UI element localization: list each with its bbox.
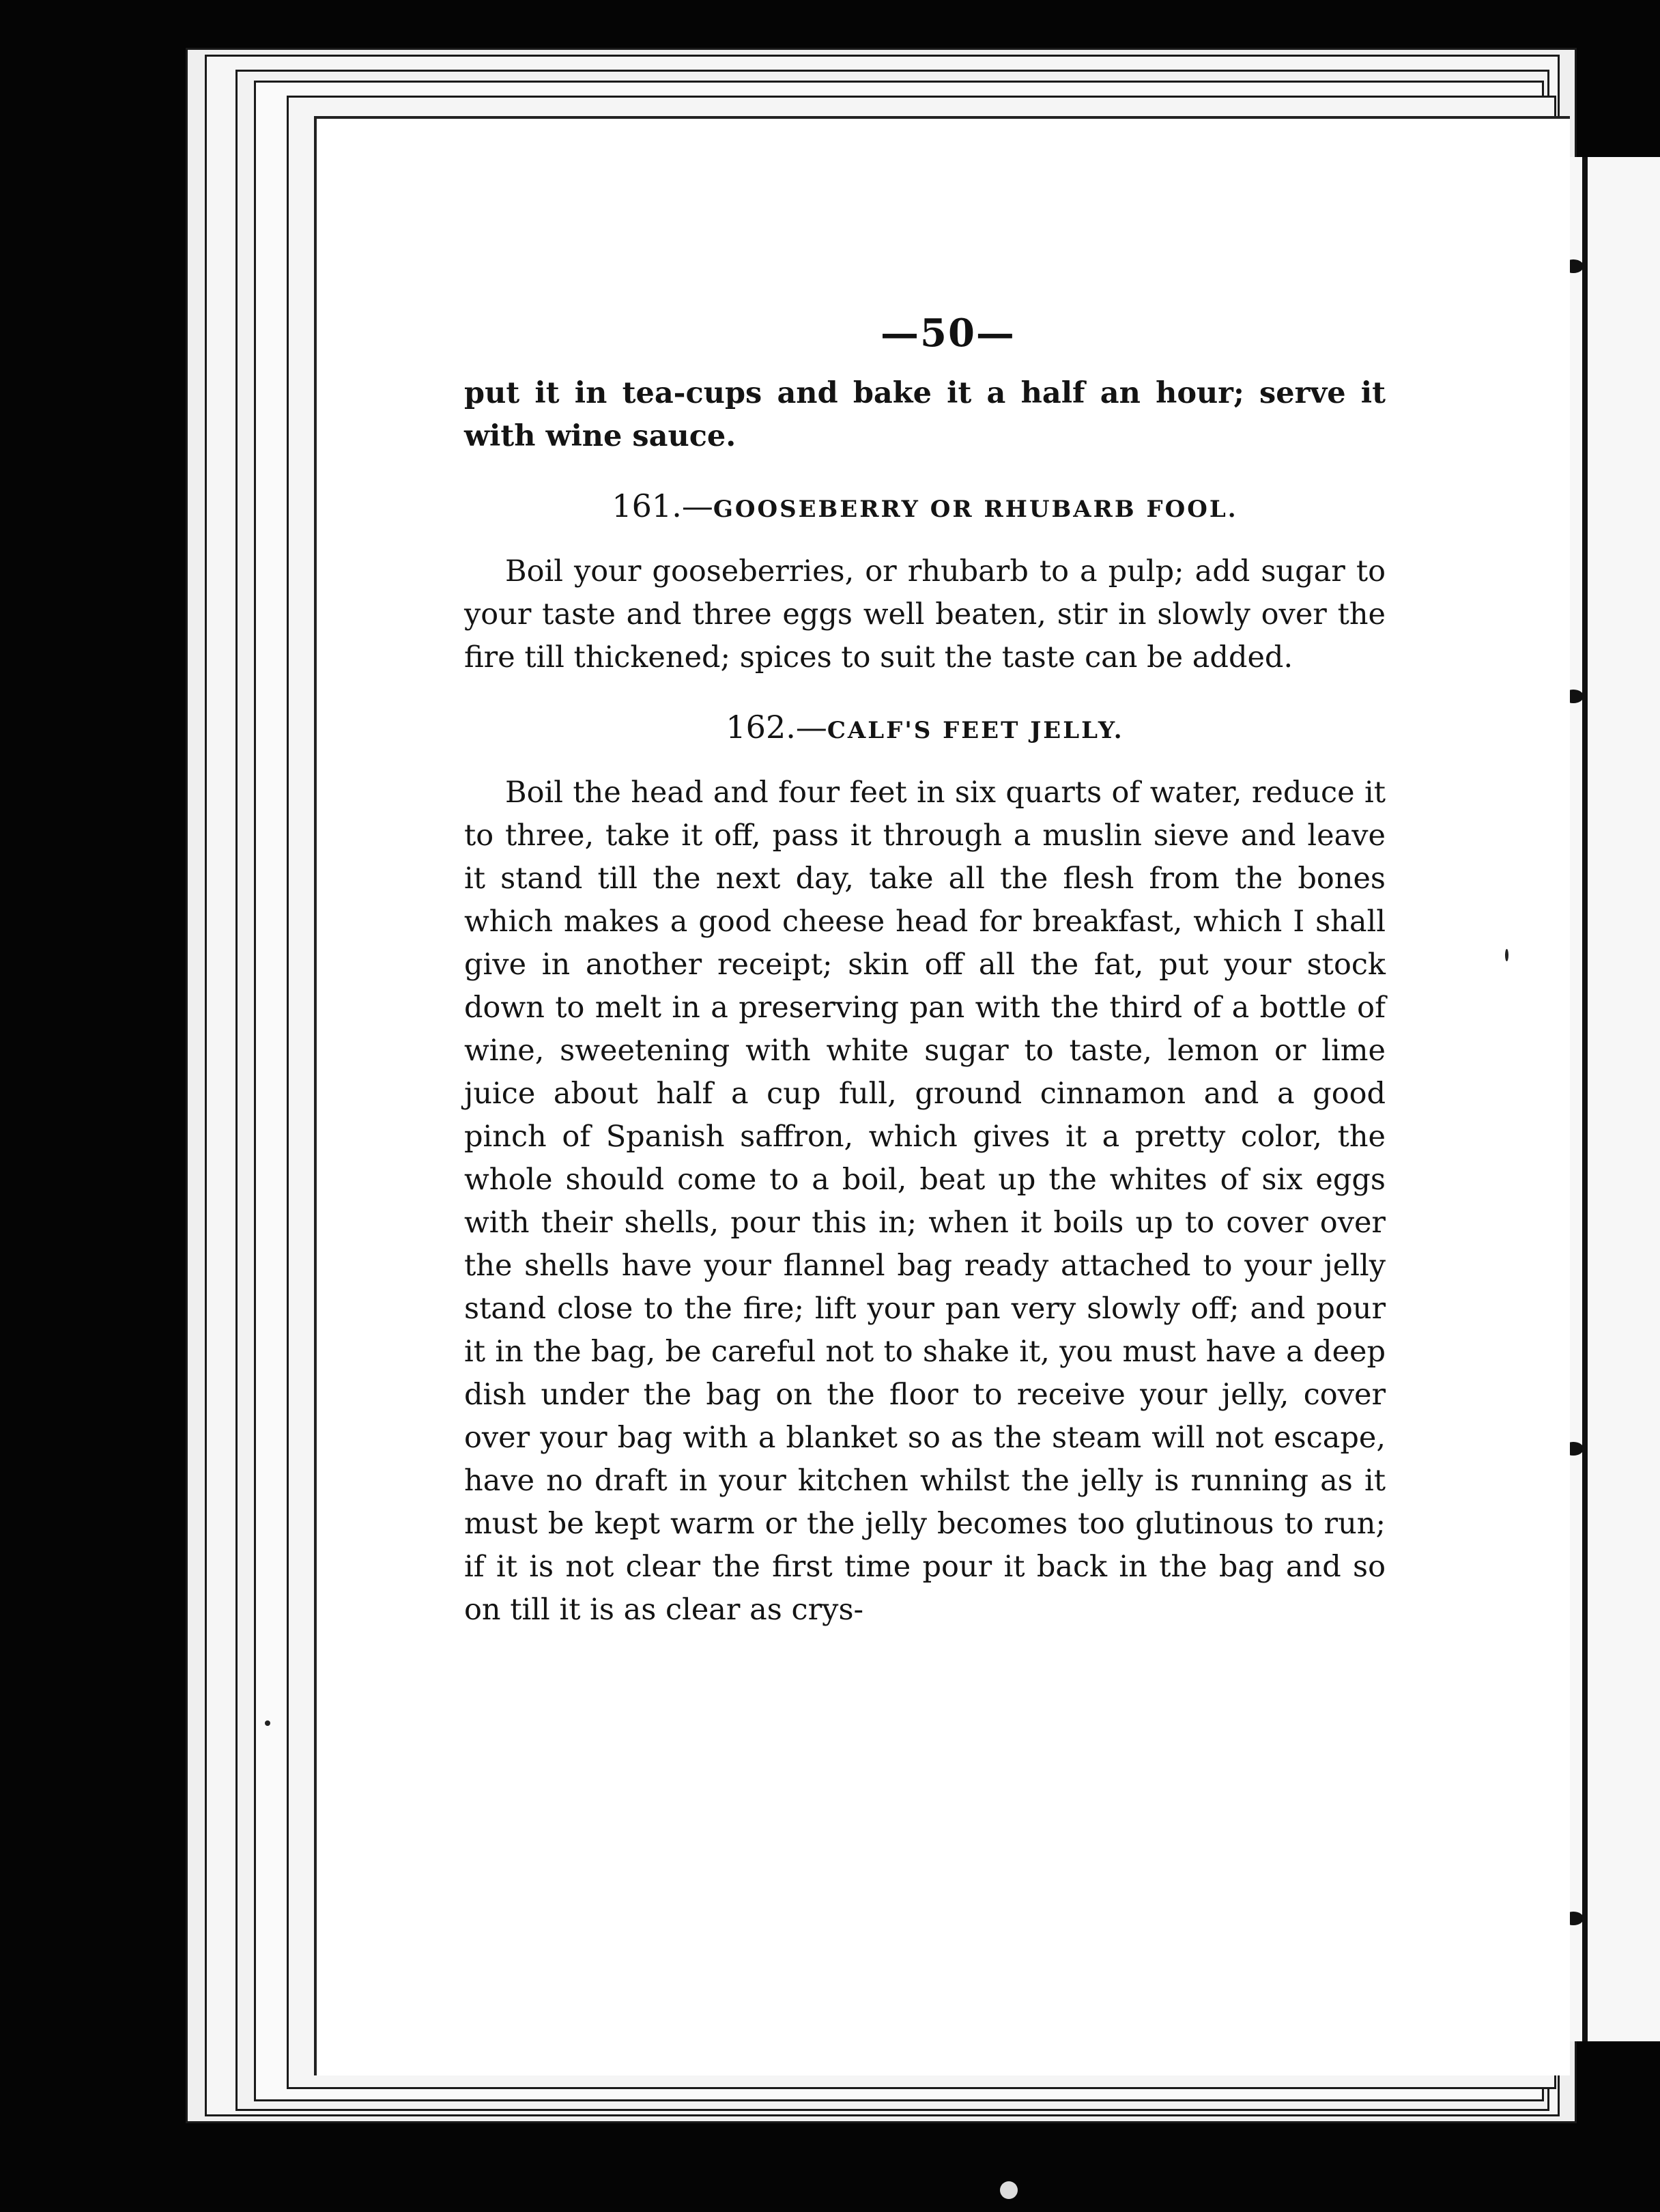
facing-page-border: [1582, 157, 1588, 2041]
recipe-title: CALF'S FEET JELLY.: [827, 717, 1124, 744]
page-number: —50—: [881, 311, 1016, 356]
recipe-heading-162: [464, 708, 1386, 750]
recipe-text-162: Boil the head and four feet in six quarts of water, reduce it to three, take it off, pass it through a muslin sieve and leave it stand till the next day, take all the flesh from the bones which makes a good cheese head for breakfast, which I shall give in another receipt; skin off all the fat, put your stock down to melt in a preserving pan with the third of a bottle of wine, sweetening with white sugar to taste, lemon or lime juice about half a cup full, ground cinnamon and a good pinch of Spanish saffron, which gives it a pretty color, the whole should come to a boil, beat up the whites of six eggs with their shells, pour this in; when it boils up to cover over the shells have your flannel bag ready attached to your jelly stand close to the fire; lift your pan very slowly off; and pour it in the bag, be careful not to shake it, you must have a deep dish under the bag on the floor to receive your jelly, cover over your bag with a blanket so as the steam will not escape, have no draft in your kitchen whilst the jelly is running as it must be kept warm or the jelly becomes too glutinous to run; if it is not clear the first time pour it back in the bag and so on till it is as clear as crys-: [464, 776, 1386, 1627]
recipe-text-161: Boil your gooseberries, or rhubarb to a pulp; add sugar to your taste and three eggs well beaten, stir in slowly over the fire till thickened; spices to suit the taste can be added.: [464, 554, 1386, 675]
ink-speck: [265, 1720, 270, 1726]
recipe-heading-161: [464, 487, 1386, 528]
recipe-number: 161.—: [612, 487, 713, 524]
ink-speck: [1505, 949, 1508, 961]
recipe-title: GOOSEBERRY OR RHUBARB FOOL.: [713, 496, 1238, 523]
recipe-number: 162.—: [726, 709, 827, 746]
intro-paragraph: put it in tea-cups and bake it a half an hour; serve it with wine sauce.: [464, 376, 1386, 453]
page-text: [464, 372, 1386, 1632]
ink-speck: [1000, 2181, 1018, 2199]
